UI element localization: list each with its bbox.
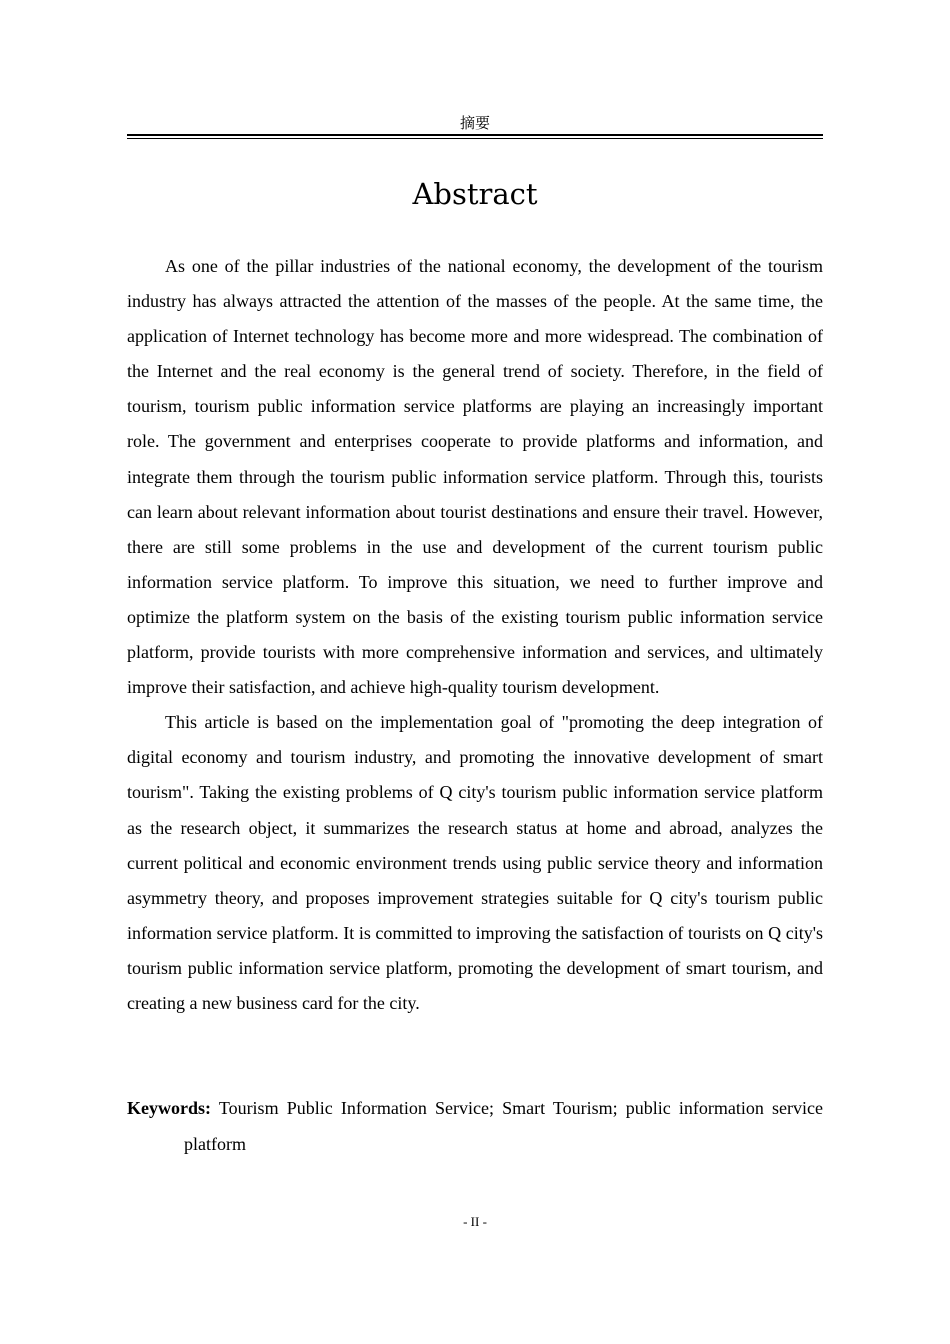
page-number: - II -	[463, 1214, 487, 1229]
keywords-text: Tourism Public Information Service; Smart Tourism; public information service platform	[184, 1098, 823, 1154]
header-rule-thin	[127, 138, 823, 139]
abstract-body	[127, 249, 823, 1021]
header-rule-thick	[127, 134, 823, 136]
abstract-paragraph-2: This article is based on the implementation goal of "promoting the deep integration of digital economy and tourism industry, and promoting the innovative development of smart tourism". Taking the existing problems of Q city's tourism public information service platform as the research object, it summarizes the research status at home and abroad, analyzes the current political and economic environment trends using public service theory and information asymmetry theory, and proposes improvement strategies suitable for Q city's tourism public information service platform. It is committed to improving the satisfaction of tourists on Q city's tourism public information service platform, promoting the development of smart tourism, and creating a new business card for the city.	[127, 712, 823, 1013]
abstract-paragraph-1: As one of the pillar industries of the national economy, the development of the tourism industry has always attracted the attention of the masses of the people. At the same time, the application of Internet technology has become more and more widespread. The combination of the Internet and the real economy is the general trend of society. Therefore, in the field of tourism, tourism public information service platforms are playing an increasingly important role. The government and enterprises cooperate to provide platforms and information, and integrate them through the tourism public information service platform. Through this, tourists can learn about relevant information about tourist destinations and ensure their travel. However, there are still some problems in the use and development of the current tourism public information service platform. To improve this situation, we need to further improve and optimize the platform system on the basis of the existing tourism public information service platform, provide tourists with more comprehensive information and services, and ultimately improve their satisfaction, and achieve high-quality tourism development.	[127, 256, 823, 698]
running-header: 摘要	[459, 114, 490, 132]
keywords-line	[127, 1091, 823, 1162]
keywords-label: Keywords:	[127, 1098, 211, 1118]
document-page	[127, 0, 823, 1344]
page-title: Abstract	[412, 177, 538, 211]
